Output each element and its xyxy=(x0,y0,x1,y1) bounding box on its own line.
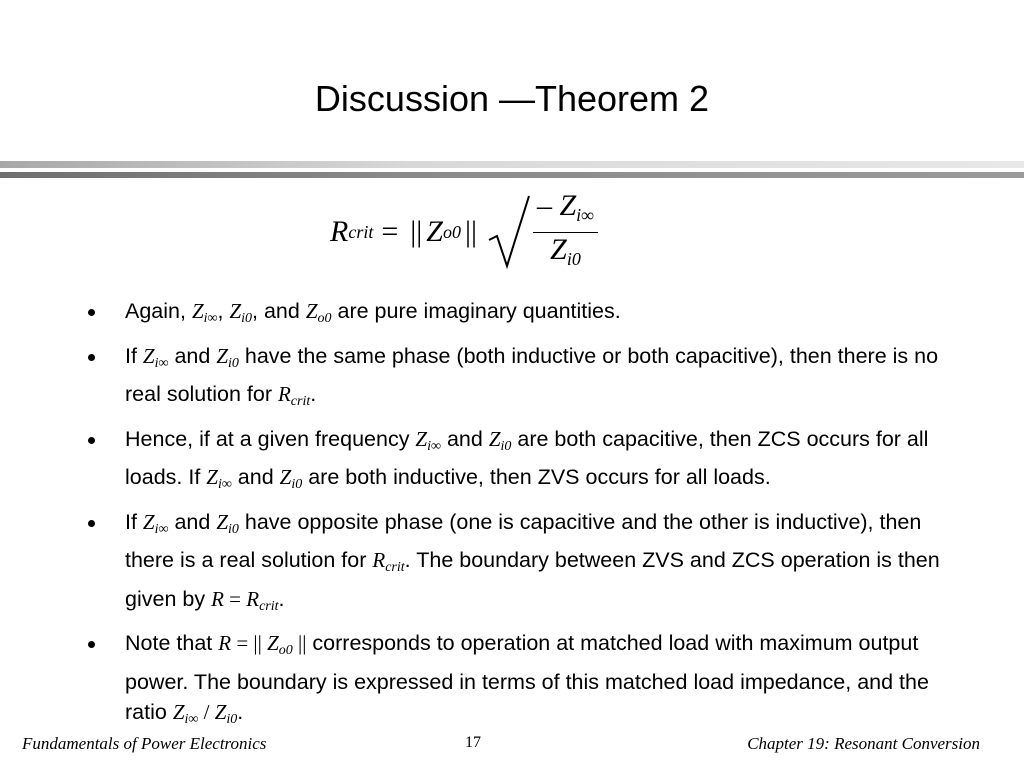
fraction-denominator xyxy=(550,233,581,276)
bullet-dot-icon xyxy=(88,520,95,527)
footer-page-number: 17 xyxy=(465,734,481,751)
formula-z: Z xyxy=(426,215,443,248)
fraction-numerator xyxy=(533,189,598,233)
formula-equals: = xyxy=(381,215,399,248)
formula-r-sub: crit xyxy=(348,221,374,242)
bullet-item-4: If $Z_{i\infty}$ and $Z_{i0}$ have opposite phase (one is capacitive and the other is inductive), then there is a real solution for $R_{crit}$. The boundary between ZVS and ZCS operation is then given by $R = R_{crit}$. xyxy=(88,507,968,623)
rcrit-formula xyxy=(330,188,598,272)
bullet-item-5: Note that R = || $Z_{o0}$ || corresponds to operation at matched load with maximum output power. The boundary is expressed in terms of this matched load impedance, and the ratio $Z_{i\infty} / Z_{i0}$. xyxy=(88,628,968,736)
bullet-item-1: Again, $Z_{i\infty}$, $Z_{i0}$, and $Z_{o0}$ are pure imaginary quantities. xyxy=(88,296,968,335)
math-zi0: $Z_{i0}$ xyxy=(488,426,512,454)
math-ratio: $Z_{i\infty} / Z_{i0}$ xyxy=(172,700,238,727)
bullet-dot-icon xyxy=(88,437,95,444)
math-zo0: $Z_{o0}$ xyxy=(305,299,332,326)
bullet-item-3: Hence, if at a given frequency $Z_{i\infty}$ and $Z_{i0}$ are both capacitive, then ZCS occurs for all loads. If $Z_{i\infty}$ and $Z_{i0}$ are both inductive, then ZVS occurs for all loads. xyxy=(88,424,968,501)
bullet-item-2: If $Z_{i\infty}$ and $Z_{i0}$ have the same phase (both inductive or both capacitive), then there is no real solution for $R_{crit}$. xyxy=(88,341,968,418)
formula-fraction xyxy=(533,189,598,276)
math-zi0: $Z_{i0}$ xyxy=(279,465,303,492)
bullet-dot-icon xyxy=(88,309,95,316)
math-zi-inf: $Z_{i\infty}$ xyxy=(415,426,441,454)
math-r-equals-rcrit: $R = R_{crit}$ xyxy=(211,586,279,614)
math-rcrit: $R_{crit}$ xyxy=(277,382,311,409)
formula-norm-right: || xyxy=(464,215,477,248)
formula-norm-left: || xyxy=(410,215,423,248)
sqrt-sign-icon xyxy=(487,194,531,270)
title-divider-light xyxy=(0,161,1024,168)
footer-chapter: Chapter 19: Resonant Conversion xyxy=(747,734,980,753)
footer-book-title: Fundamentals of Power Electronics xyxy=(22,734,267,753)
bullet-dot-icon xyxy=(88,641,95,648)
math-zi-inf: $Z_{i\infty}$ xyxy=(142,343,169,371)
formula-r: R xyxy=(330,215,349,248)
math-zi-inf: $Z_{i\infty}$ xyxy=(142,509,169,537)
math-zi0: $Z_{i0}$ xyxy=(216,343,239,371)
math-zi0: $Z_{i0}$ xyxy=(229,299,253,326)
sqrt-radical xyxy=(487,189,598,276)
math-zi-inf: $Z_{i\infty}$ xyxy=(191,299,218,326)
math-zi-inf: $Z_{i\infty}$ xyxy=(206,465,232,492)
formula-minus: – xyxy=(536,188,552,222)
slide-footer xyxy=(0,734,1024,756)
slide-title: Discussion —Theorem 2 xyxy=(314,78,710,119)
math-zi0: $Z_{i0}$ xyxy=(216,509,239,537)
bullet-dot-icon xyxy=(88,354,95,361)
title-divider-dark xyxy=(0,172,1024,178)
math-r-equals-norm-zo0: R = || $Z_{o0}$ || xyxy=(218,631,307,658)
formula-den-z: Z xyxy=(550,232,567,266)
formula-zo0-sub: o0 xyxy=(442,221,461,242)
formula-den-sub: i0 xyxy=(566,248,581,269)
formula-num-sub: i∞ xyxy=(576,204,594,225)
math-rcrit: $R_{crit}$ xyxy=(372,548,405,575)
formula-num-z: Z xyxy=(559,188,577,222)
bullet-list xyxy=(88,296,968,742)
